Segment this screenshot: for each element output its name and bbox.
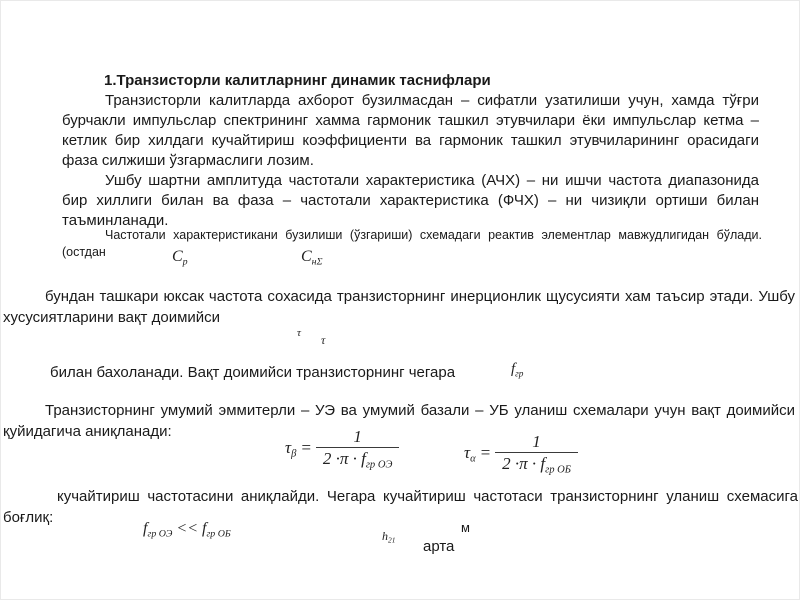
ineq-left-base: f [143,520,148,537]
formula-tau-beta-symbol [285,438,296,458]
tau-alpha-sub: α [470,453,476,465]
paragraph-intro: Транзисторли калитларда ахборот бузилмасдан – сифатли узатилиши учун, хамда тўғри бурчакли импульслар спектрининг хамма гармоник ташкил этувчилари ёки импульслар кетма – кетлик бир хилдаги кучайтириш коэффициенти ва гармоник ташкил этувчиларининг орасидаги фаза силжиши ўзгармаслиги лозим. [62,92,759,169]
tau-alpha-den-sub: гр ОБ [545,464,571,476]
ineq-operator: << [176,520,198,537]
formula-c-n-sigma-base: C [301,248,312,265]
formula-h21 [382,529,395,544]
formula-inequality [143,520,231,538]
ineq-left-sub: гр ОЭ [147,528,173,540]
formula-c-n-sigma [301,248,322,266]
paragraph-bilan: билан бахоланади. Вақт доимийси транзисторнинг чегара [50,364,456,381]
paragraph-chastotali-small: Частотали характеристикани бузилиши (ўзгариши) схемадаги реактив элементлар мавжудлигидан бўлади. (остдан [62,228,762,259]
formula-tau-alpha-symbol [464,443,476,463]
formula-tau-alpha-numerator: 1 [532,432,541,451]
tau-beta-sub: β [291,448,297,460]
formula-tau-beta-equals: = [300,438,312,457]
tau-alpha-base: τ [464,443,471,462]
formula-tau-alpha [464,432,578,474]
label-arta: арта [423,538,455,555]
formula-h21-sub: 21 [388,535,396,545]
formula-c-p [172,248,188,266]
formula-tau-alpha-equals: = [479,443,492,462]
tau-beta-base: τ [285,438,292,457]
formula-c-n-sigma-sub: нΣ [311,256,323,268]
formula-tau-small-2: τ [321,333,326,347]
formula-h21-base: h [382,529,388,543]
ineq-right-sub: гр ОБ [206,528,231,540]
formula-f-gr-base: f [511,361,516,377]
formula-tau-beta-numerator: 1 [353,427,362,446]
formula-tau-small-1: τ [297,327,301,339]
paragraph-ulanish: Транзисторнинг умумий эммитерли – УЭ ва умумий базали – УБ уланиш схемалари учун вақт доимийси қуйидагича аниқланади: [3,402,795,440]
formula-c-p-sub: p [182,256,188,268]
tau-beta-den-main: 2 ·π · f [322,449,366,468]
ineq-right-base: f [201,520,207,537]
formula-tau-beta-denominator [316,447,400,469]
paragraph-kuchaytirish: кучайтириш частотасини аниқлайди. Чегара кучайтириш частотаси транзисторнинг уланиш схемасига боғлиқ: [3,488,798,526]
page-title: 1.Транзисторли калитларнинг динамик таснифлари [104,72,491,89]
formula-f-gr [511,361,523,378]
paragraph-achx: Ушбу шартни амплитуда частотали характеристика (АЧХ) – ни ишчи частота диапазонида бир хиллиги билан ва фаза – частотали характеристика (ФЧХ) – ни чизиқли ортиши билан таъминланади. [62,172,759,229]
formula-c-p-base: C [172,248,183,265]
tau-alpha-den-main: 2 ·π · f [502,454,546,473]
formula-tau-beta [285,427,399,469]
paragraph-bundan: бундан ташкари юксак частота сохасида транзисторнинг инерционлик щусусияти хам таъсир этади. Ушбу хусусиятларини вақт доимийси [3,288,795,326]
tau-beta-den-sub: гр ОЭ [365,459,393,471]
formula-tau-alpha-denominator [495,452,578,474]
formula-tau-beta-fraction [316,427,400,469]
formula-f-gr-sub: гр [515,369,524,380]
formula-tau-alpha-fraction [495,432,578,474]
label-m: м [461,520,470,535]
